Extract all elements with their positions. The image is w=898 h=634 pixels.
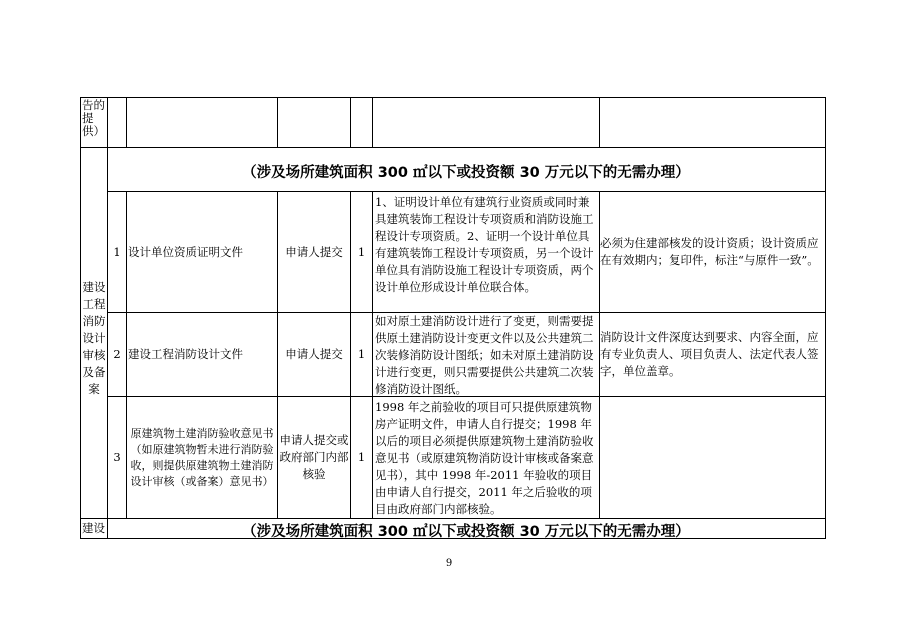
table-row-1-copies: 1 — [357, 244, 366, 259]
table-row-2-source: 申请人提交 — [285, 347, 343, 361]
table-row-1-material: 设计单位资质证明文件 — [128, 244, 243, 259]
table-row-2-no: 2 — [113, 347, 121, 361]
page-number: 9 — [445, 558, 453, 569]
table-row-1-requirement: 必须为住建部核发的设计资质；设计资质应在有效期内；复印件，标注“与原件一致”。 — [600, 236, 819, 267]
table-row-3-source: 申请人提交或政府部门内部核验 — [279, 433, 349, 481]
table-row-2-description: 如对原土建消防设计进行了变更，则需要提供原土建消防设计变更文件以及公共建筑二次装修消防设计图纸；如未对原土建消防设计进行变更，则只需要提供公共建筑二次装修消防设计图纸。 — [375, 314, 594, 396]
table-row-1-source: 申请人提交 — [285, 244, 343, 259]
table-row-1-no: 1 — [113, 244, 121, 259]
table-row-2-requirement: 消防设计文件深度达到要求、内容全面，应有专业负责人、项目负责人、法定代表人签字，单位盖章。 — [600, 330, 819, 378]
top-row-category: 告的提供） — [82, 98, 105, 138]
bottom-row-category: 建设 — [82, 521, 105, 535]
table-row-3-material: 原建筑物土建消防验收意见书（如原建筑物暂未进行消防验收，则提供原建筑物土建消防设计审核（或备案）意见书） — [130, 426, 274, 488]
table-row-1-description: 1、证明设计单位有建筑行业资质或同时兼具建筑装饰工程设计专项资质和消防设施工程设计专项资质。2、证明一个设计单位具有建筑装饰工程设计专项资质，另一个设计单位具有消防设施工程设计专项资质，两个设计单位形成设计单位联合体。 — [375, 195, 594, 294]
table-row-2-copies: 1 — [357, 347, 366, 361]
section-name: 建设工程消防设计审核及备案 — [82, 279, 106, 396]
table-row-3-no: 3 — [113, 450, 121, 464]
table-row-2-material: 建设工程消防设计文件 — [128, 347, 243, 361]
table-row-3-description: 1998 年之前验收的项目可只提供原建筑物房产证明文件，申请人自行提交；1998 年以后的项目必须提供原建筑物土建消防验收意见书（或原建筑物消防设计审核或备案意见书），其中 1998 年-2011 年验收的项目由申请人自行提交，2011 年之后验收的项目由政府部门内部核验。 — [375, 400, 594, 516]
section-banner: （涉及场所建筑面积 300 ㎡以下或投资额 30 万元以下的无需办理） — [242, 165, 690, 181]
table-row-3-copies: 1 — [357, 450, 366, 464]
bottom-row-banner: （涉及场所建筑面积 300 ㎡以下或投资额 30 万元以下的无需办理） — [242, 524, 690, 540]
